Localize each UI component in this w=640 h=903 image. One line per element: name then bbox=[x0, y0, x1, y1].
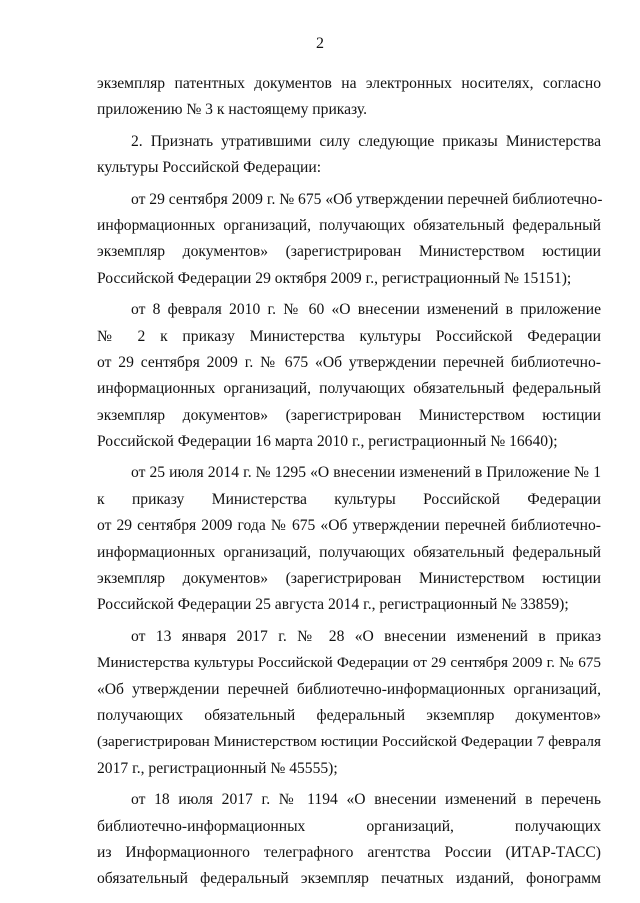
text-line: от 29 сентября 2009 г. № 675 «Об утверждении перечней библиотечно- bbox=[131, 190, 603, 208]
text-line: информационных организаций, получающих обязательный федеральный bbox=[97, 380, 601, 398]
text-line: к приказу Министерства культуры Российской Федерации bbox=[97, 490, 601, 508]
text-line: обязательный федеральный экземпляр печатных изданий, фонограмм bbox=[97, 870, 601, 888]
text-line: № 2 к приказу Министерства культуры Российской Федерации bbox=[97, 327, 601, 345]
text-line: получающих обязательный федеральный экземпляр документов» bbox=[97, 706, 601, 724]
text-line: от 13 января 2017 г. № 28 «О внесении изменений в приказ bbox=[131, 627, 601, 645]
text-line: экземпляр документов» (зарегистрирован Министерством юстиции bbox=[97, 243, 601, 261]
text-line: приложению № 3 к настоящему приказу. bbox=[97, 101, 368, 119]
text-line: экземпляр документов» (зарегистрирован Министерством юстиции bbox=[97, 570, 601, 588]
document-body bbox=[97, 71, 601, 893]
paragraph-order-675 bbox=[97, 187, 601, 293]
text-line: от 29 сентября 2009 г. № 675 «Об утверждении перечней библиотечно- bbox=[97, 353, 601, 371]
text-line: экземпляр патентных документов на электронных носителях, согласно bbox=[97, 75, 601, 92]
text-line: от 18 июля 2017 г. № 1194 «О внесении изменений в перечень bbox=[131, 791, 601, 809]
text-line: «Об утверждении перечней библиотечно-информационных организаций, bbox=[97, 680, 601, 698]
text-line: (зарегистрирован Министерством юстиции Российской Федерации 7 февраля bbox=[97, 733, 601, 751]
text-line: 2. Признать утратившими силу следующие приказы Министерства bbox=[131, 132, 601, 150]
text-line: культуры Российской Федерации: bbox=[97, 159, 322, 177]
text-line: от 29 сентября 2009 года № 675 «Об утверждении перечней библиотечно- bbox=[97, 517, 601, 535]
paragraph-order-60 bbox=[97, 297, 601, 455]
text-line: Министерства культуры Российской Федерации от 29 сентября 2009 г. № 675 bbox=[97, 654, 601, 672]
text-line: от 25 июля 2014 г. № 1295 «О внесении изменений в Приложение № 1 bbox=[131, 464, 601, 482]
paragraph-order-28 bbox=[97, 624, 601, 782]
text-line: Российской Федерации 25 августа 2014 г., регистрационный № 33859); bbox=[97, 596, 569, 614]
text-line: библиотечно-информационных организаций, получающих bbox=[97, 817, 601, 835]
text-line: от 8 февраля 2010 г. № 60 «О внесении изменений в приложение bbox=[131, 301, 601, 319]
text-line: информационных организаций, получающих обязательный федеральный bbox=[97, 216, 601, 234]
paragraph-item-2 bbox=[97, 129, 601, 182]
page-number: 2 bbox=[316, 35, 324, 52]
text-line: Российской Федерации 16 марта 2010 г., регистрационный № 16640); bbox=[97, 433, 558, 451]
paragraph-continuation bbox=[97, 71, 601, 124]
text-line: Российской Федерации 29 октября 2009 г., регистрационный № 15151); bbox=[97, 269, 572, 287]
text-line: экземпляр документов» (зарегистрирован Министерством юстиции bbox=[97, 406, 601, 424]
paragraph-order-1194 bbox=[97, 787, 601, 893]
text-line: из Информационного телеграфного агентства России (ИТАР-ТАСС) bbox=[97, 843, 601, 861]
paragraph-order-1295 bbox=[97, 460, 601, 618]
text-line: информационных организаций, получающих обязательный федеральный bbox=[97, 543, 601, 561]
text-line: 2017 г., регистрационный № 45555); bbox=[97, 759, 338, 777]
